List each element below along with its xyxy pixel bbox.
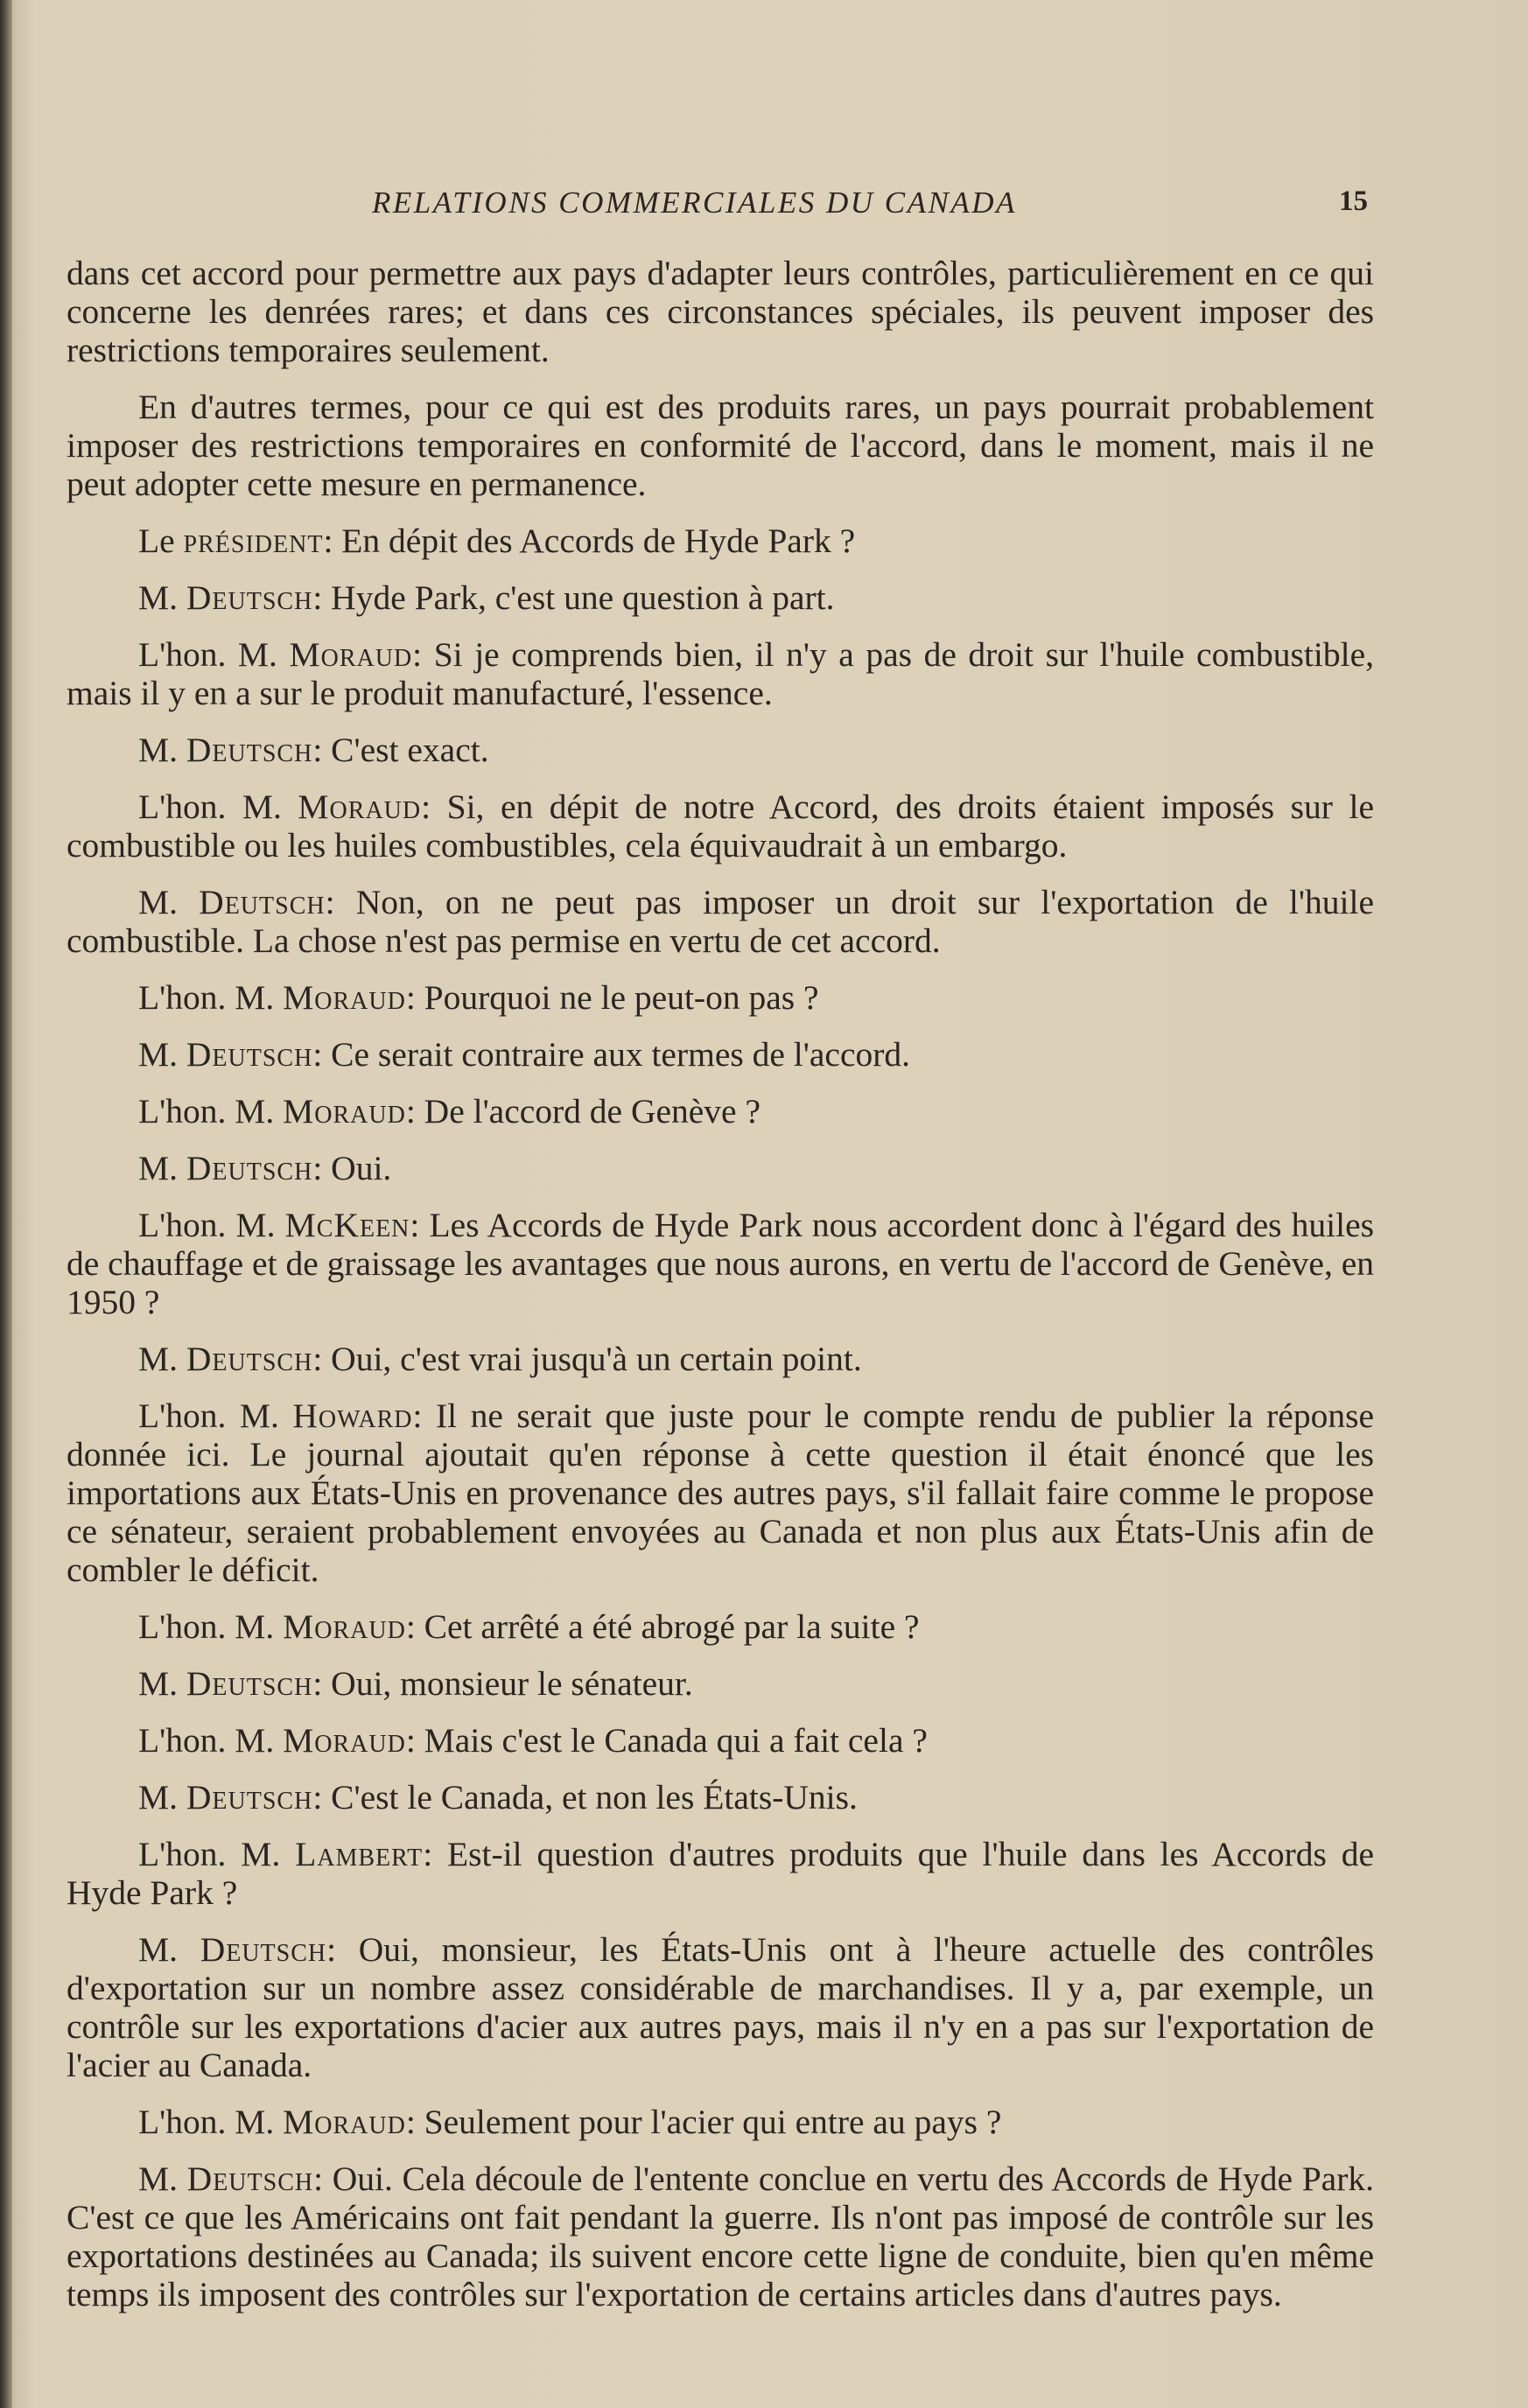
speaker-prefix: L'hon. M.	[138, 635, 290, 674]
speaker-prefix: M.	[138, 1930, 200, 1969]
paragraph	[67, 1206, 1374, 1321]
speaker-name: Moraud	[283, 978, 406, 1017]
speaker-prefix: L'hon. M.	[138, 788, 298, 826]
speaker-name: Moraud	[283, 1092, 406, 1130]
paragraph-text: : Oui, c'est vrai jusqu'à un certain point.	[312, 1340, 862, 1378]
paragraph	[67, 1340, 1374, 1378]
paragraph	[67, 635, 1374, 712]
paragraph-text: : Seulement pour l'acier qui entre au pays ?	[405, 2103, 1002, 2141]
speaker-name: Deutsch	[186, 1149, 313, 1187]
paragraph	[67, 1664, 1374, 1703]
page-number: 15	[1339, 186, 1368, 217]
speaker-name: Deutsch	[186, 1340, 313, 1378]
paragraph	[67, 788, 1374, 864]
speaker-prefix: M.	[138, 1340, 186, 1378]
paragraph	[67, 1930, 1374, 2084]
paragraph-text: : Pourquoi ne le peut-on pas ?	[405, 978, 819, 1017]
paragraph	[67, 522, 1374, 560]
running-title: RELATIONS COMMERCIALES DU CANADA	[372, 186, 1017, 220]
speaker-prefix: L'hon. M.	[138, 1607, 284, 1646]
paragraph	[67, 2160, 1374, 2314]
paragraph	[67, 254, 1374, 369]
speaker-name: Deutsch	[199, 883, 326, 921]
paragraph	[67, 883, 1374, 960]
speaker-prefix: L'hon. M.	[138, 2103, 284, 2141]
paragraph-text: : Mais c'est le Canada qui a fait cela ?	[405, 1721, 928, 1760]
paragraph	[67, 731, 1374, 769]
paragraph-text: : Il ne serait que juste pour le compte rendu de publier la réponse donnée ici. Le journal ajoutait qu'en réponse à cette question il était énoncé que les importations aux États-Unis en provenance des autres pays, s'il fallait faire comme le propose ce sénateur, seraient probablement envoyées au Canada et non plus aux États-Unis afin de combler le déficit.	[67, 1396, 1374, 1589]
paragraph	[67, 2103, 1374, 2141]
paragraph-text: : Non, on ne peut pas imposer un droit sur l'exportation de l'huile combustible. La chose n'est pas permise en vertu de cet accord.	[67, 883, 1374, 960]
speaker-prefix: M.	[138, 578, 186, 617]
speaker-name: Moraud	[283, 2103, 406, 2141]
speaker-prefix: M.	[138, 1149, 186, 1187]
paragraph-text: : Oui, monsieur le sénateur.	[312, 1664, 693, 1703]
speaker-prefix: Le	[138, 522, 184, 560]
paragraph-text: : C'est le Canada, et non les États-Unis.	[312, 1778, 858, 1816]
paragraph-text: : Si, en dépit de notre Accord, des droits étaient imposés sur le combustible ou les huiles combustibles, cela équivaudrait à un embargo.	[67, 788, 1374, 864]
paragraph-text: : C'est exact.	[312, 731, 489, 769]
speaker-prefix: L'hon. M.	[138, 1396, 293, 1435]
paragraph	[67, 1035, 1374, 1074]
speaker-prefix: M.	[138, 731, 186, 769]
speaker-prefix: L'hon. M.	[138, 1835, 296, 1873]
speaker-prefix: L'hon. M.	[138, 1721, 284, 1760]
paragraph-text: : Est-il question d'autres produits que l'huile dans les Accords de Hyde Park ?	[67, 1835, 1374, 1912]
paragraph-text: En d'autres termes, pour ce qui est des produits rares, un pays pourrait probablement imposer des restrictions temporaires en conformité de l'accord, dans le moment, mais il ne peut adopter cette mesure en permanence.	[67, 388, 1374, 503]
paragraph	[67, 578, 1374, 617]
speaker-name: Deutsch	[186, 578, 313, 617]
speaker-prefix: M.	[138, 1664, 186, 1703]
binding-edge	[0, 0, 12, 2408]
paragraph-text: : Cet arrêté a été abrogé par la suite ?	[405, 1607, 920, 1646]
paragraph-text: : Ce serait contraire aux termes de l'accord.	[312, 1035, 910, 1074]
speaker-name: Lambert	[295, 1835, 424, 1873]
paragraph	[67, 978, 1374, 1017]
speaker-prefix: L'hon. M.	[138, 1206, 285, 1244]
speaker-name: Moraud	[289, 635, 413, 674]
speaker-name: Deutsch	[186, 1035, 313, 1074]
speaker-name: Moraud	[283, 1607, 406, 1646]
paragraph-text: : En dépit des Accords de Hyde Park ?	[323, 522, 856, 560]
paragraph-text: : Oui, monsieur, les États-Unis ont à l'heure actuelle des contrôles d'exportation sur un nombre assez considérable de marchandises. Il y a, par exemple, un contrôle sur les exportations d'acier aux autres pays, mais il n'y en a pas sur l'exportation de l'acier au Canada.	[67, 1930, 1375, 2084]
paragraph	[67, 1835, 1374, 1912]
speaker-name: Deutsch	[186, 1664, 313, 1703]
page-header	[0, 180, 1528, 233]
body-text	[67, 254, 1374, 2332]
speaker-prefix: M.	[138, 883, 200, 921]
speaker-name: Deutsch	[200, 1930, 327, 1969]
speaker-name: Moraud	[283, 1721, 406, 1760]
paragraph-text: : De l'accord de Genève ?	[405, 1092, 760, 1130]
speaker-name: président	[183, 522, 324, 560]
speaker-name: Deutsch	[186, 1778, 313, 1816]
paragraph	[67, 1396, 1374, 1589]
paragraph	[67, 1778, 1374, 1816]
paragraph-text: : Hyde Park, c'est une question à part.	[312, 578, 835, 617]
paragraph	[67, 1092, 1374, 1130]
speaker-prefix: M.	[138, 1778, 186, 1816]
paragraph	[67, 1721, 1374, 1760]
paragraph	[67, 1149, 1374, 1187]
speaker-name: Moraud	[298, 788, 422, 826]
paragraph-text: dans cet accord pour permettre aux pays d'adapter leurs contrôles, particulièrement en ce qui concerne les denrées rares; et dans ces circonstances spéciales, ils peuvent imposer des restrictions temporaires seulement.	[67, 254, 1374, 369]
speaker-name: Deutsch	[186, 2160, 314, 2198]
speaker-name: Deutsch	[186, 731, 313, 769]
speaker-prefix: L'hon. M.	[138, 978, 284, 1017]
speaker-prefix: M.	[138, 1035, 186, 1074]
speaker-prefix: M.	[138, 2160, 187, 2198]
paragraph-text: : Oui.	[312, 1149, 392, 1187]
paragraph	[67, 1607, 1374, 1646]
speaker-name: McKeen	[284, 1206, 410, 1244]
speaker-prefix: L'hon. M.	[138, 1092, 284, 1130]
paragraph-text: : Si je comprends bien, il n'y a pas de droit sur l'huile combustible, mais il y en a sur le produit manufacturé, l'essence.	[67, 635, 1374, 712]
paragraph-text: : Oui. Cela découle de l'entente conclue en vertu des Accords de Hyde Park. C'est ce que les Américains ont fait pendant la guerre. Ils n'ont pas imposé de contrôle sur les exportations destinées au Canada; ils suivent encore cette ligne de conduite, bien qu'en même temps ils imposent des contrôles sur l'exportation de certains articles dans d'autres pays.	[67, 2160, 1374, 2314]
paragraph	[67, 388, 1374, 503]
speaker-name: Howard	[292, 1396, 413, 1435]
paragraph-text: : Les Accords de Hyde Park nous accordent donc à l'égard des huiles de chauffage et de graissage les avantages que nous aurons, en vertu de l'accord de Genève, en 1950 ?	[67, 1206, 1374, 1321]
